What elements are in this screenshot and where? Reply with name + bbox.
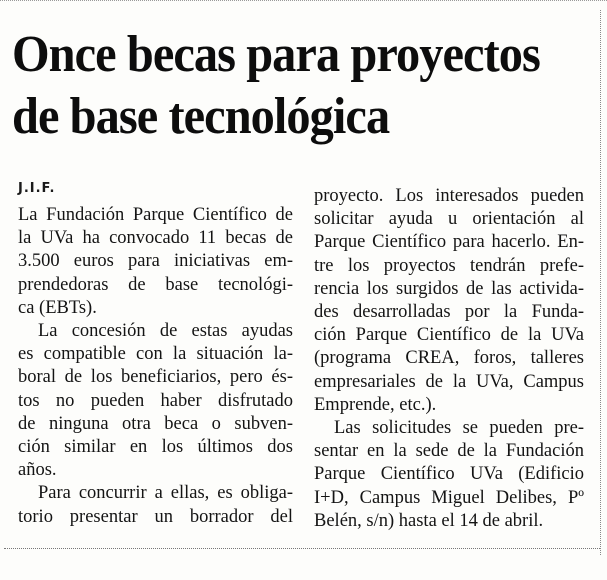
body-line: ción Parque Científico de la UVa [314, 325, 584, 346]
body-line: (programa CREA, foros, talleres [314, 348, 584, 369]
body-line: Para concurrir a ellas, es obliga- [38, 483, 293, 504]
body-line: Parque Científico UVa (Edificio [314, 464, 584, 485]
body-line: ca (EBTs). [18, 297, 97, 318]
right-dotted-rule [600, 10, 601, 555]
body-line: empresariales de la UVa, Campus [314, 371, 584, 392]
byline: J.I.F. [18, 181, 56, 196]
body-line: la UVa ha convocado 11 becas de [18, 228, 293, 249]
body-line: años. [18, 460, 57, 481]
left-column [18, 204, 293, 529]
body-line: tre los proyectos tendrán prefe- [314, 255, 584, 276]
body-line: es compatible con la situación la- [18, 344, 293, 365]
body-line: rencia los surgidos de las activida- [314, 278, 584, 299]
headline-line-1: Once becas para proyectos [12, 26, 540, 83]
bottom-dotted-rule [4, 548, 600, 549]
body-line: Parque Científico para hacerlo. En- [314, 232, 584, 253]
body-line: prendedoras de base tecnológi- [18, 274, 293, 295]
body-line: proyecto. Los interesados pueden [314, 186, 584, 206]
body-line: sentar en la sede de la Fundación [314, 441, 584, 462]
body-line: des desarrolladas por la Funda- [314, 302, 584, 323]
body-line: Las solicitudes se pueden pre- [334, 418, 584, 439]
body-line: tos no pueden haber disfrutado [18, 390, 293, 411]
body-line: de ninguna otra beca o subven- [18, 413, 293, 434]
body-line: La Fundación Parque Científico de [18, 205, 293, 225]
right-column [314, 185, 584, 533]
body-line: La concesión de estas ayudas [38, 321, 293, 342]
body-line: Belén, s/n) hasta el 14 de abril. [314, 510, 544, 531]
top-dotted-rule [0, 0, 607, 1]
body-line: boral de los beneficiarios, pero és- [18, 367, 293, 388]
body-line: I+D, Campus Miguel Delibes, Pº [314, 487, 584, 508]
body-line: 3.500 euros para iniciativas em- [18, 251, 293, 272]
body-line: solicitar ayuda u orientación al [314, 209, 584, 230]
headline-line-2: de base tecnológica [12, 88, 390, 145]
body-line: torio presentar un borrador del [18, 506, 293, 527]
headline [12, 24, 556, 148]
body-line: ción similar en los últimos dos [18, 437, 293, 458]
body-line: Emprende, etc.). [314, 394, 437, 415]
